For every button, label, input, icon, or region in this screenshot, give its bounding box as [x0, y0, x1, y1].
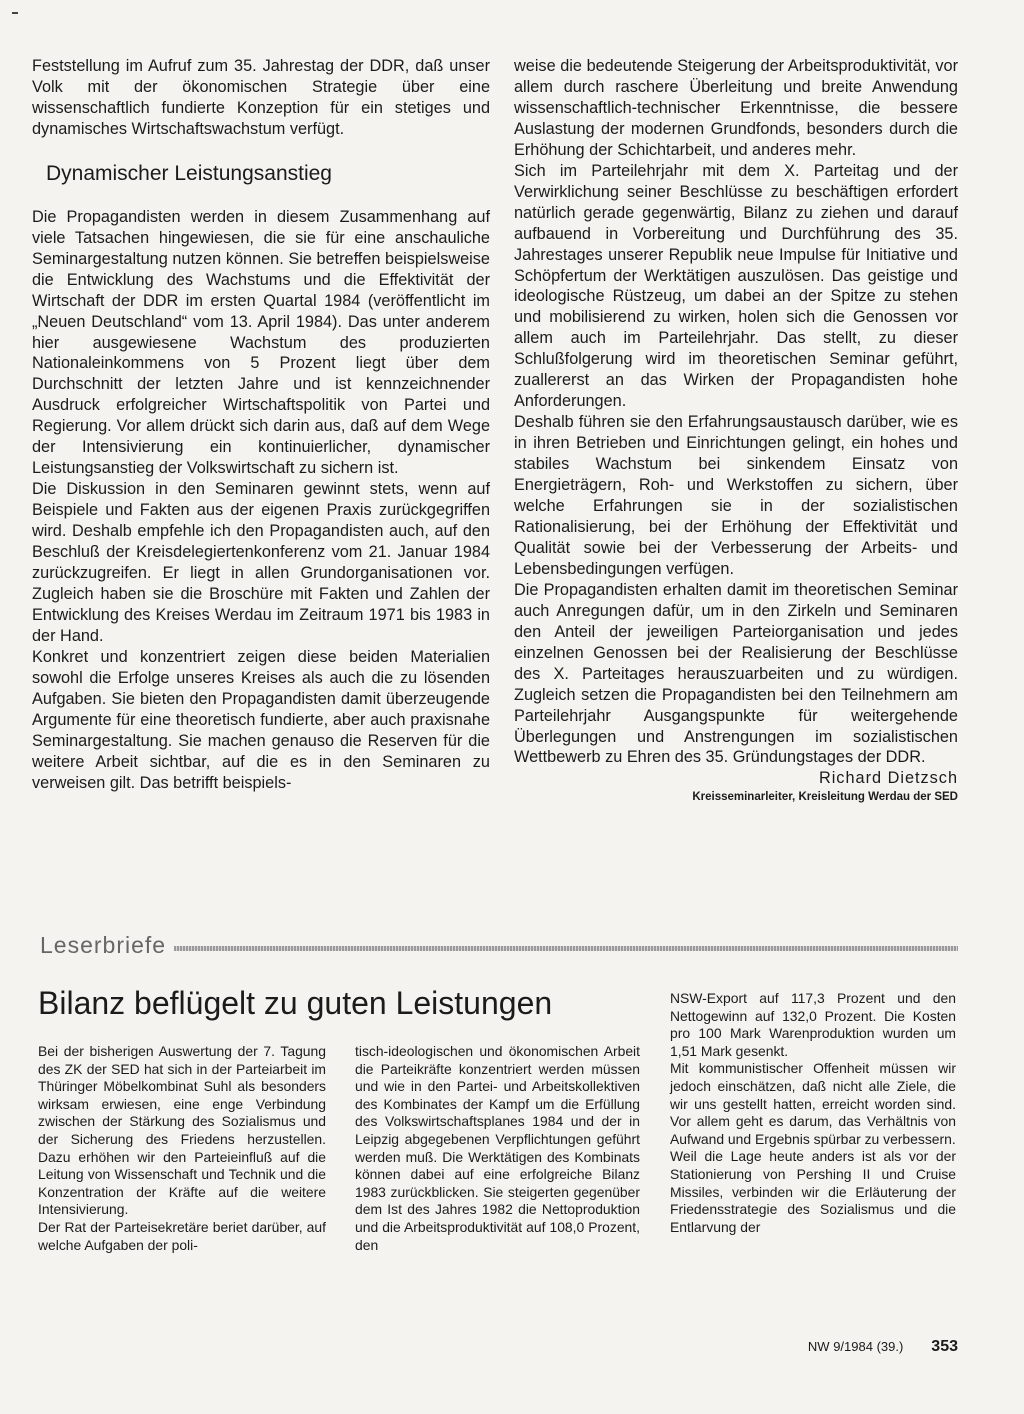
letter-column-3	[670, 990, 956, 1236]
body-paragraph: Die Propagandisten erhalten damit im theoretischen Seminar auch Anregungen dafür, um in den Zirkeln und Seminaren den Anteil der jeweiligen Parteiorganisation und jedes einzelnen Genossen bei der Realisierung der Beschlüsse des X. Parteitages herauszuarbeiten und zu würdigen. Zugleich setzen die Propagandisten bei den Teilnehmern am Parteilehrjahr Ausgangspunkte für weitergehende Überlegungen und Anstrengungen im sozialistischen Wettbewerb zu Ehren des 35. Gründungstages der DDR.	[514, 580, 958, 767]
section-divider	[40, 930, 958, 960]
section-rule	[174, 946, 958, 951]
page-footer	[808, 1338, 958, 1356]
issue-label: NW 9/1984 (39.)	[807, 1339, 904, 1354]
body-paragraph: Konkret und konzentriert zeigen diese beiden Materialien sowohl die Erfolge unseres Kreises als auch die zu lösenden Aufgaben. Sie bieten den Propagandisten damit überzeugende Argumente für eine theoretisch fundierte, aber auch praxisnahe Seminargestaltung. Sie machen genauso die Reserven für die weitere Arbeit sichtbar, auf die es in den Seminaren zu verweisen gilt. Das betrifft beispiels-	[32, 647, 490, 792]
section-label: Leserbriefe	[40, 931, 167, 958]
body-paragraph: Der Rat der Parteisekretäre beriet darüber, auf welche Aufgaben der poli-	[38, 1218, 326, 1253]
body-paragraph: Weil die Lage heute anders ist als vor der Stationierung von Pershing II und Cruise Missiles, verbinden wir die Erläuterung der Friedensstrategie des Sozialismus und die Entlarvung der	[670, 1148, 956, 1235]
article-left-column	[32, 56, 490, 794]
body-paragraph: Sich im Parteilehrjahr mit dem X. Parteitag und der Verwirklichung seiner Beschlüsse zu beschäftigen erfordert natürlich gerade gegenwärtig, Bilanz zu ziehen und darauf aufbauend in Vorbereitung und Durchführung des 35. Jahrestages unserer Republik neue Impulse für Initiative und Schöpfertum der Werktätigen auszulösen. Das geistige und ideologische Rüstzeug, um dabei an der Spitze zu stehen und mobilisierend zu wirken, holen sich die Genossen vor allem auch im Parteilehrjahr. Das stellt, zu dieser Schlußfolgerung wird im theoretischen Seminar geführt, zuallererst an das Wirken der Propagandisten hohe Anforderungen.	[514, 161, 958, 411]
author-role: Kreisseminarleiter, Kreisleitung Werdau der SED	[692, 791, 958, 804]
letter-column-1	[38, 1043, 326, 1254]
body-paragraph: tisch-ideologischen und ökonomischen Arbeit die Parteikräfte konzentriert werden müssen und wie in den Partei- und Arbeitskollektiven des Kombinates der Kampf um die Erfüllung des Volkswirtschaftsplanes 1984 und der in Leipzig abgegebenen Verpflichtungen geführt werden muß. Die Werktätigen des Kombinats können dabei auf eine erfolgreiche Bilanz 1983 zurückblicken. Sie steigerten gegenüber dem Ist des Jahres 1982 die Nettoproduktion und die Arbeitsproduktivität auf 108,0 Prozent, den	[355, 1043, 640, 1253]
body-paragraph: Bei der bisherigen Auswertung der 7. Tagung des ZK der SED hat sich in der Parteiarbeit im Thüringer Möbelkombinat Suhl als besonders wirksam erwiesen, eine enge Verbindung zwischen der Stärkung des Sozialismus und der Sicherung des Friedens herzustellen. Dazu erhöhen wir den Parteieinfluß auf die Leitung von Wissenschaft und Technik und die Konzentration der Kräfte auf die weitere Intensivierung.	[38, 1043, 326, 1218]
article-headline: Bilanz beflügelt zu guten Leistungen	[38, 985, 553, 1021]
scan-mark	[12, 12, 18, 14]
letter-column-2	[355, 1043, 640, 1254]
body-paragraph: Mit kommunistischer Offenheit müssen wir jedoch einschätzen, daß nicht alle Ziele, die wir uns gestellt hatten, erreicht worden sind. Vor allem geht es darum, das Verhältnis von Aufwand und Ergebnis spürbar zu verbessern.	[670, 1060, 956, 1147]
author-name: Richard Dietzsch	[818, 769, 958, 788]
body-paragraph: Die Propagandisten werden in diesem Zusammenhang auf viele Tatsachen hingewiesen, die sie für eine anschauliche Seminargestaltung nutzen können. Sie betreffen beispielsweise die Entwicklung des Wachstums und die Effektivität der Wirtschaft der DDR im ersten Quartal 1984 (veröffentlicht im „Neuen Deutschland“ vom 13. April 1984). Das unter anderem hier ausgewiesene Wachstum des produzierten Nationaleinkommens von 5 Prozent liegt über dem Durchschnitt der letzten Jahre und ist kennzeichnender Ausdruck erfolgreicher Wirtschaftspolitik von Partei und Regierung. Vor allem drückt sich darin aus, daß auf dem Wege der Intensivierung ein kontinuierlicher, dynamischer Leistungsanstieg der Volkswirtschaft zu sichern ist.	[32, 207, 490, 478]
article-right-column	[514, 56, 958, 805]
body-paragraph: NSW-Export auf 117,3 Prozent und den Nettogewinn auf 132,0 Prozent. Die Kosten pro 100 Mark Warenproduktion wurden um 1,51 Mark gesenkt.	[670, 990, 956, 1059]
body-paragraph: weise die bedeutende Steigerung der Arbeitsproduktivität, vor allem durch raschere Überleitung und breite Anwendung wissenschaftlich-technischer Erkenntnisse, die bessere Auslastung der modernen Grundfonds, besonders durch die Erhöhung der Schichtarbeit, und anderes mehr.	[514, 57, 958, 159]
body-paragraph: Deshalb führen sie den Erfahrungsaustausch darüber, wie es in ihren Betrieben und Einrichtungen gelingt, ein hohes und stabiles Wachstum bei sinkendem Einsatz von Energieträgern, Roh- und Werkstoffen zu sichern, über welche Erfahrungen sie in der sozialistischen Rationalisierung, bei der Erhöhung der Effektivität und Qualität sowie bei der Verbesserung der Arbeits- und Lebensbedingungen verfügen.	[514, 413, 958, 578]
subheading: Dynamischer Leistungsanstieg	[46, 161, 332, 185]
body-paragraph: Die Diskussion in den Seminaren gewinnt stets, wenn auf Beispiele und Fakten aus der eigenen Praxis zurückgegriffen wird. Deshalb empfehle ich den Propagandisten auch, auf den Beschluß der Kreisdelegiertenkonferenz vom 21. Januar 1984 zurückzugreifen. Er liegt in allen Grundorganisationen vor. Zugleich haben sie die Broschüre mit Fakten und Zahlen der Entwicklung des Kreises Werdau im Zeitraum 1971 bis 1983 in der Hand.	[32, 480, 490, 645]
page-number: 353	[931, 1338, 958, 1355]
intro-paragraph: Feststellung im Aufruf zum 35. Jahrestag der DDR, daß unser Volk mit der ökonomischen Strategie über eine wissenschaftlich fundierte Konzeption für ein stetiges und dynamisches Wirtschaftswachstum verfügt.	[32, 57, 490, 138]
